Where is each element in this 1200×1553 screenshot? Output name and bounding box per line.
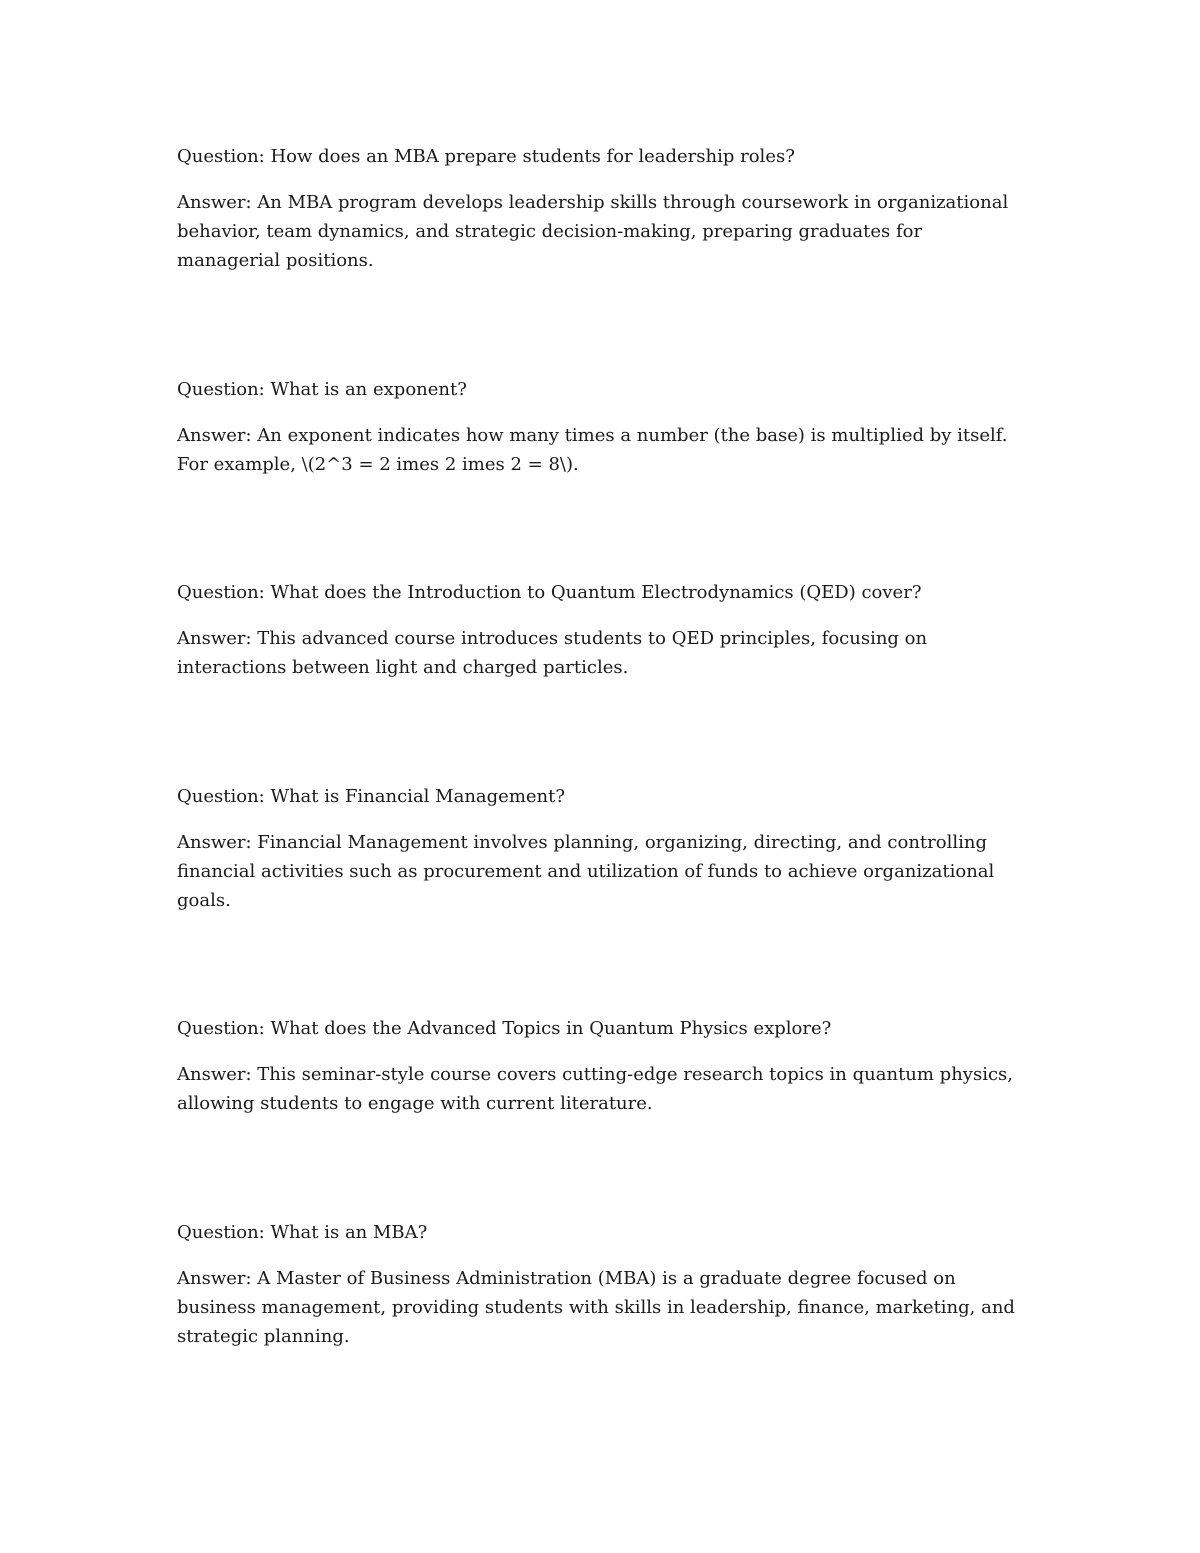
- answer-text: Answer: A Master of Business Administration (MBA) is a graduate degree focused on business management, providing students with skills in leadership, finance, marketing, and strategic planning.: [177, 1268, 1015, 1347]
- answer-text: Answer: This seminar-style course covers cutting-edge research topics in quantum physics, allowing students to engage with current literature.: [177, 1064, 1013, 1114]
- answer-text: Answer: An MBA program develops leadership skills through coursework in organizational behavior, team dynamics, and strategic decision-making, preparing graduates for managerial positions.: [177, 192, 1009, 271]
- question-text: Question: What is Financial Management?: [177, 786, 566, 807]
- qa-block: [177, 578, 1027, 682]
- question-text: Question: What does the Introduction to Quantum Electrodynamics (QED) cover?: [177, 582, 922, 603]
- question-text: Question: What is an MBA?: [177, 1222, 428, 1243]
- qa-block: [177, 1014, 1027, 1118]
- answer-text: Answer: An exponent indicates how many times a number (the base) is multiplied by itself. For example, \(2^3 = 2 imes 2 imes 2 = 8\).: [177, 425, 1008, 475]
- qa-block: [177, 782, 1027, 915]
- answer-text: Answer: This advanced course introduces students to QED principles, focusing on interactions between light and charged particles.: [177, 628, 928, 678]
- answer-text: Answer: Financial Management involves planning, organizing, directing, and controlling financial activities such as procurement and utilization of funds to achieve organizational goals.: [177, 832, 995, 911]
- question-text: Question: What does the Advanced Topics in Quantum Physics explore?: [177, 1018, 832, 1039]
- qa-block: [177, 142, 1027, 275]
- question-text: Question: What is an exponent?: [177, 379, 467, 400]
- qa-block: [177, 1218, 1027, 1351]
- qa-block: [177, 375, 1027, 479]
- question-text: Question: How does an MBA prepare students for leadership roles?: [177, 146, 795, 167]
